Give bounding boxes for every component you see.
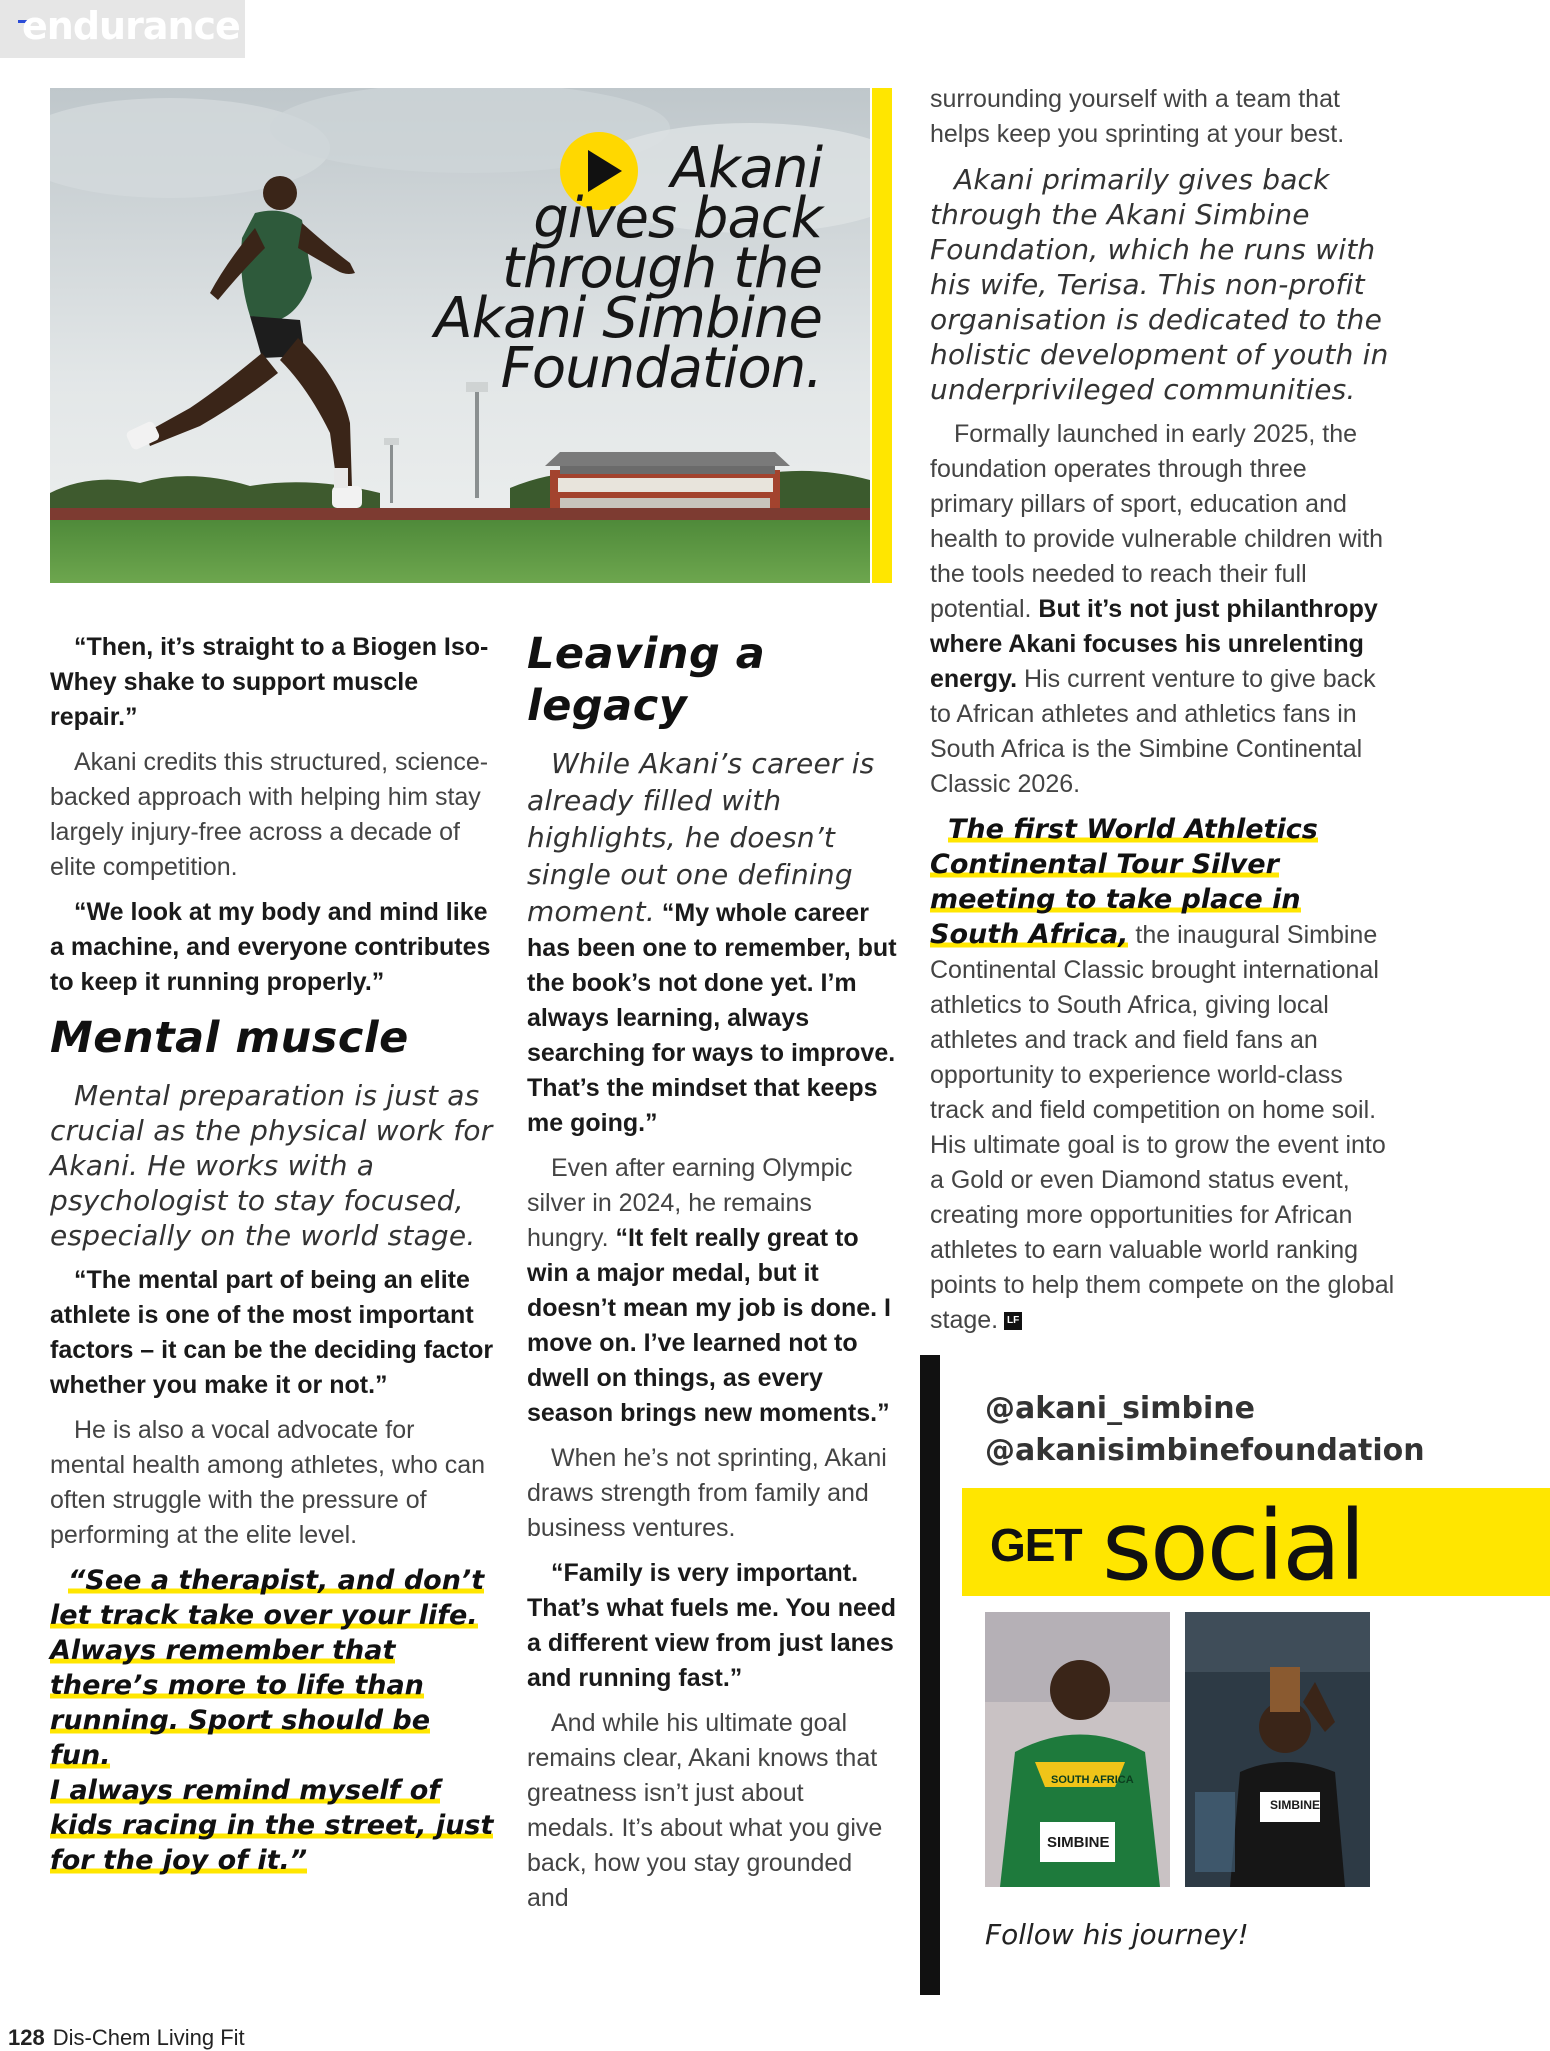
hero-title-line-1: Akani (670, 136, 822, 201)
hl-line-4: there’s more to life than (50, 1670, 424, 1701)
col1-highlight-quote (50, 1563, 495, 1878)
col2-quote-4: “Family is very important. That’s what fuels me. You need a different view from just lanes and running fast.” (527, 1559, 897, 1692)
col2-paragraph-5: And while his ultimate goal remains clear, Akani knows that greatness isn’t just about medals. It’s about what you give back, how you stay grounded and (527, 1709, 883, 1912)
hero-title-line-3: through the (502, 236, 822, 301)
col3-paragraph-3-bold: But it’s not just philanthropy where Akani focuses his unrelenting energy. (930, 595, 1378, 693)
hl-line-3: Always remember that (50, 1635, 396, 1666)
instagram-handle-athlete[interactable]: @akani_simbine (985, 1391, 1255, 1426)
hl-line-5: running. Sport should be fun. (50, 1705, 431, 1771)
hero-image (50, 88, 870, 583)
col2-paragraph-2-text: Even after earning Olympic silver in 2024, he remains hungry. (527, 1154, 853, 1252)
social-label: social (1102, 1490, 1364, 1602)
col2-paragraph-2 (527, 1151, 897, 1431)
col3-paragraph-3-text: Formally launched in early 2025, the foundation operates through three primary pillars of sport, education and health to provide vulnerable children with the tools needed to reach their full potential. (930, 420, 1384, 623)
hl-line-2: let track take over your life. (50, 1600, 478, 1631)
col3-hl-line-2: Continental Tour Silver (930, 849, 1279, 880)
col3-hl-line-3: meeting to take place in (930, 884, 1301, 915)
social-handles (985, 1388, 1425, 1472)
col2-intro-italic: While Akani’s career is already filled with highlights, he doesn’t single out one defining moment. (527, 747, 875, 928)
page-number: 128 (8, 2025, 45, 2050)
column-1 (50, 630, 495, 1878)
col2-quote-1: “My whole career has been one to remember, but the book’s not done yet. I’m always learning, always searching for ways to improve. That’s the mindset that keeps me going.” (527, 899, 897, 1137)
leaving-a-legacy-heading: Leaving a legacy (527, 629, 766, 731)
col2-paragraph-1 (527, 746, 897, 1141)
magazine-name: Dis-Chem Living Fit (52, 2025, 245, 2050)
photo1-bib: SIMBINE (1047, 1834, 1110, 1851)
col1-quote-3: “We look at my body and mind like a machine, and everyone contributes to keep it running properly.” (50, 898, 491, 996)
get-label: GET (990, 1519, 1082, 1571)
social-accent-bar (920, 1355, 940, 1995)
athlete-photo-1 (985, 1612, 1170, 1887)
col3-paragraph-3 (930, 417, 1395, 802)
col2-quote-2: “It felt really great to win a major medal, but it doesn’t mean my job is done. I move on. I’ve learned not to dwell on things, as every season brings new moments.” (527, 1224, 891, 1427)
column-2 (527, 628, 897, 1926)
col3-hl-line-4: South Africa, (930, 919, 1129, 950)
hero-title-line-2: gives back (533, 186, 822, 251)
hl-line-6: I always remind myself of (50, 1775, 441, 1806)
col3-paragraph-1: surrounding yourself with a team that helps keep you sprinting at your best. (930, 85, 1345, 148)
instagram-handle-foundation[interactable]: @akanisimbinefoundation (985, 1433, 1425, 1468)
col3-hl-line-1: The first World Athletics (948, 814, 1318, 845)
col1-intro-italic: Mental preparation is just as crucial as the physical work for Akani. He works with a psychologist to stay focused, especially on the world stage. (50, 1079, 493, 1252)
hl-line-1: “See a therapist, and don’t (68, 1565, 485, 1596)
col3-paragraph-3-rest: His current venture to give back to African athletes and athletics fans in South Africa is the Simbine Continental Classic 2026. (930, 665, 1376, 798)
col3-foundation-italic: Akani primarily gives back through the Akani Simbine Foundation, which he runs with his wife, Terisa. This non-profit organisation is dedicated to the holistic development of youth in underprivileged communities. (930, 163, 1389, 406)
hl-line-7: kids racing in the street, just (50, 1810, 494, 1841)
page-footer (8, 2025, 245, 2051)
mental-muscle-heading: Mental muscle (50, 1013, 409, 1063)
col1-quote-5: “The mental part of being an elite athlete is one of the most important factors – it can be the deciding factor whether you make it or not.” (50, 1266, 494, 1399)
athlete-photo-2 (1185, 1612, 1370, 1887)
follow-caption: Follow his journey! (985, 1918, 1249, 1951)
section-tag-label: endurance (22, 4, 240, 48)
hero-accent-bar (872, 88, 892, 583)
col3-paragraph-4 (930, 812, 1395, 1338)
section-tag (0, 0, 245, 58)
column-3 (930, 82, 1395, 1338)
col1-quote-1: “Then, it’s straight to a Biogen Iso-Whey shake to support muscle repair.” (50, 633, 489, 731)
hero-title-line-4: Akani Simbine (434, 286, 822, 351)
get-social-banner (962, 1488, 1550, 1602)
col3-paragraph-4-rest: the inaugural Simbine Continental Classic brought international athletics to South Africa, giving local athletes and track and field fans an opportunity to experience world-class track and field competition on home soil. His ultimate goal is to grow the event into a Gold or even Diamond status event, creating more opportunities for African athletes to earn valuable world ranking points to help them compete on the global stage. (930, 921, 1395, 1334)
hero-title (362, 136, 822, 401)
photo2-bib: SIMBINE (1270, 1798, 1321, 1812)
col1-paragraph-2: Akani credits this structured, science-backed approach with helping him stay largely injury-free across a decade of elite competition. (50, 748, 489, 881)
end-mark-icon: LF (1004, 1312, 1022, 1330)
hero-title-line-5: Foundation. (500, 336, 822, 401)
hl-line-8: for the joy of it.” (50, 1845, 308, 1876)
col2-paragraph-3: When he’s not sprinting, Akani draws strength from family and business ventures. (527, 1444, 887, 1542)
col1-paragraph-6: He is also a vocal advocate for mental health among athletes, who can often struggle with the pressure of performing at the elite level. (50, 1416, 485, 1549)
photo1-jersey-text: SOUTH AFRICA (1051, 1774, 1134, 1786)
